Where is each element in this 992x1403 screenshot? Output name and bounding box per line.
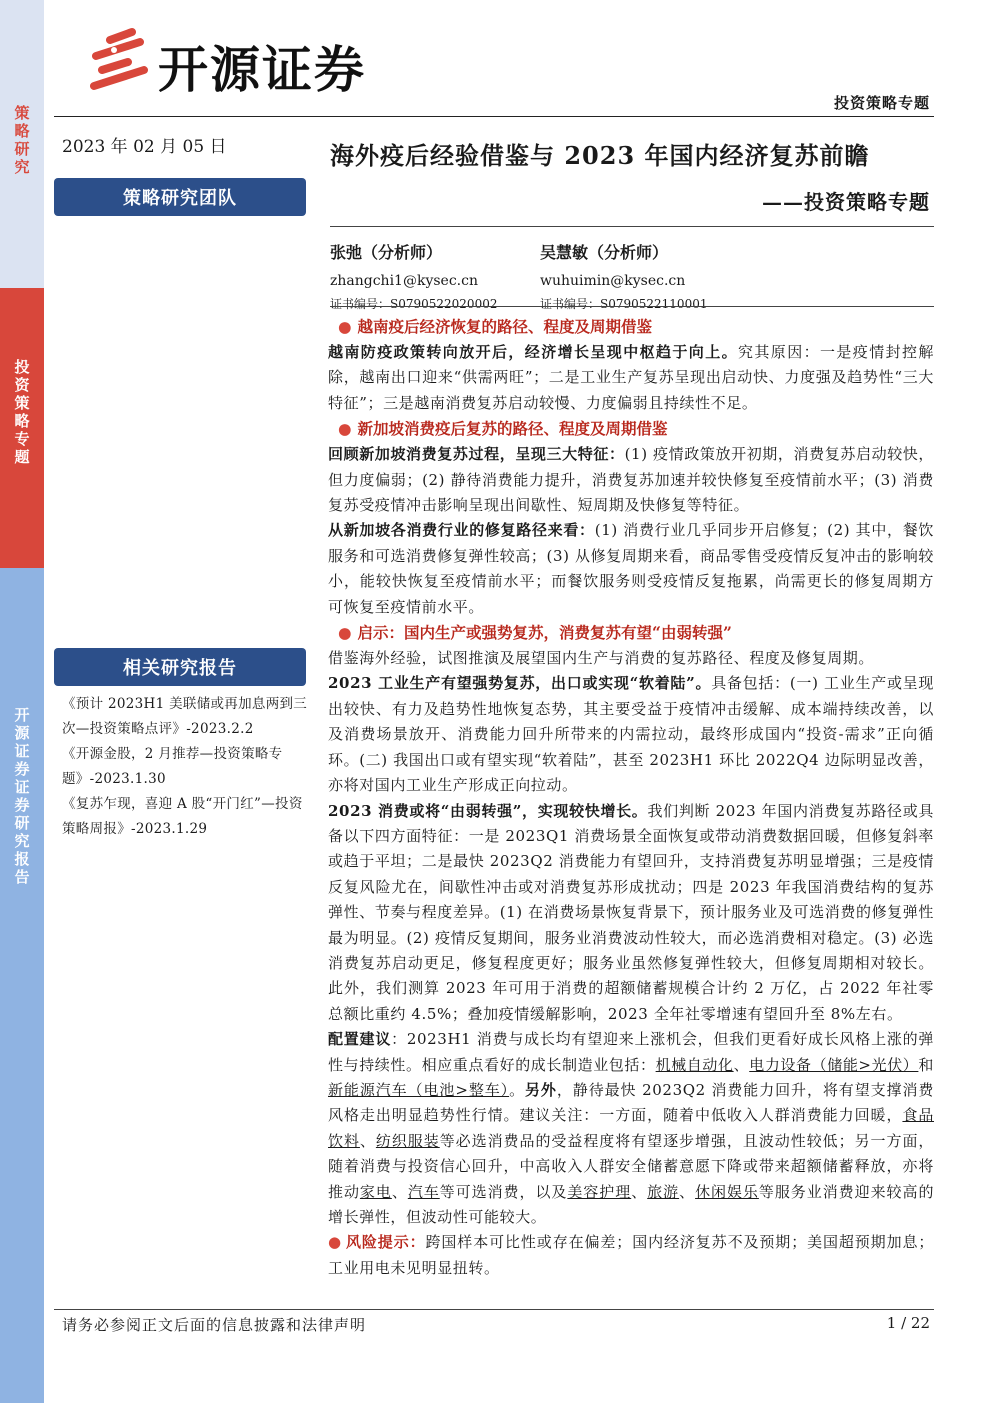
sidebar-bottom-label: 开源证券 证券研究报告	[14, 706, 30, 886]
bold-lead: 2023 工业生产有望强势复苏，出口或实现“软着陆”。	[328, 674, 712, 693]
sidebar-top-label: 策略研究	[14, 104, 30, 176]
report-summary	[328, 314, 934, 1281]
paragraph-text: 和	[918, 1055, 935, 1074]
red-dot-icon: ●	[328, 1233, 342, 1252]
bold-lead: 越南防疫政策转向放开后，经济增长呈现中枢趋于向上。	[328, 343, 738, 361]
body-paragraph	[328, 646, 934, 671]
highlighted-sector: 机械自动化	[655, 1055, 734, 1074]
highlighted-sector: 家电	[359, 1182, 392, 1201]
paragraph-text: (1) 消费行业几乎同步开启修复；(2) 其中，餐饮服务和可选消费修复弹性较高；(3) 从修复周期来看，商品零售受疫情反复冲击的影响较小，能较快恢复至疫情前水平；而餐饮服务则受疫情反复拖累，尚需更长的修复周期方可恢复至疫情前水平。	[328, 521, 935, 616]
paragraph-text: 、	[391, 1182, 408, 1201]
body-paragraph	[328, 1027, 934, 1230]
sidebar-middle	[0, 288, 44, 568]
paragraph-text: 、	[733, 1055, 750, 1074]
highlighted-sector: 食品饮料	[328, 1106, 934, 1150]
body-paragraph	[328, 518, 934, 620]
highlighted-sector: 美容护理	[567, 1182, 632, 1201]
paragraph-text: 等服务业消费迎来较高的增长弹性，但波动性可能较大。	[328, 1182, 935, 1226]
related-report-item[interactable]: 《复苏乍现，喜迎 A 股“开门红”—投资策略周报》-2023.1.29	[62, 796, 303, 837]
footer-disclaimer: 请务必参阅正文后面的信息披露和法律声明	[62, 1316, 367, 1334]
body-paragraph	[328, 340, 934, 416]
section-heading-text: 越南疫后经济恢复的路径、程度及周期借鉴	[357, 317, 653, 336]
section-heading	[328, 416, 934, 442]
paragraph-text: 、	[359, 1131, 376, 1150]
section-heading	[328, 620, 934, 646]
related-report-item[interactable]: 《开源金股，2 月推荐—投资策略专题》-2023.1.30	[62, 746, 283, 787]
red-dot-icon: ●	[338, 419, 352, 439]
section-heading-text: 启示：国内生产或强势复苏，消费复苏有望“由弱转强”	[357, 623, 732, 643]
team-label: 策略研究团队	[54, 178, 306, 216]
analyst-email[interactable]: wuhuimin@kysec.cn	[540, 273, 686, 289]
page-number: 1 / 22	[886, 1314, 930, 1332]
paragraph-text: 。	[509, 1080, 526, 1099]
highlighted-sector: 新能源汽车（电池>整车）	[328, 1080, 510, 1099]
analyst-card	[330, 240, 497, 312]
sidebar-mid-label: 投资策略专题	[14, 358, 30, 466]
related-reports-label: 相关研究报告	[54, 648, 306, 686]
kysec-logo-icon	[88, 26, 150, 92]
paragraph-text: 究其原因：一是疫情封控解除，越南出口迎来“供需两旺”；二是工业生产复苏呈现出启动快、力度强及趋势性“三大特征”；三是越南消费复苏启动较慢、力度偏弱且持续性不足。	[328, 343, 934, 412]
analyst-email[interactable]: zhangchi1@kysec.cn	[330, 273, 478, 289]
analyst-cert: 证书编号：S0790522110001	[540, 297, 708, 311]
paragraph-text: 借鉴海外经验，试图推演及展望国内生产与消费的复苏路径、程度及修复周期。	[328, 649, 875, 668]
footer-divider	[54, 1309, 934, 1310]
bold-lead: 另外	[525, 1080, 557, 1099]
related-report-item[interactable]: 《预计 2023H1 美联储或再加息两到三次—投资策略点评》-2023.2.2	[62, 696, 308, 737]
paragraph-text: (1) 疫情政策放开初期，消费复苏启动较快，但力度偏弱；(2) 静待消费能力提升，消费复苏加速并较快修复至疫情前水平；(3) 消费复苏受疫情冲击影响呈现出间歇性、短周期及快修复等特征。	[328, 445, 935, 515]
paragraph-text: 、	[631, 1182, 648, 1201]
risk-label: 风险提示：	[346, 1233, 426, 1252]
paragraph-text: ，静待最快 2023Q2 消费能力回升，将有望支撑消费风格走出明显趋势性行情。建议关注：一方面，随着中低收入人群消费能力回暖，	[328, 1080, 934, 1125]
sidebar-bottom	[0, 568, 44, 1403]
report-title: 海外疫后经验借鉴与 2023 年国内经济复苏前瞻	[330, 141, 870, 170]
body-paragraph	[328, 799, 934, 1028]
red-dot-icon: ●	[338, 317, 352, 336]
highlighted-sector: 休闲娱乐	[695, 1182, 759, 1201]
highlighted-sector: 旅游	[647, 1182, 680, 1201]
report-type-header: 投资策略专题	[833, 94, 930, 112]
logo-text: 开源证券	[158, 41, 366, 99]
paragraph-text: 具备包括：(一) 工业生产或呈现出较快、有力及趋势性地恢复态势，其主要受益于疫情冲击缓解、成本端持续改善，以及消费场景放开、消费能力回升所带来的内需拉动，最终形成国内“投资-需求”正向循环。(二) 我国出口或有望实现“软着陆”，甚至 2023H1 环比 2022Q4 边际明显改善，亦将对国内工业生产形成正向拉动。	[328, 674, 934, 795]
paragraph-text: 等可选消费，以及	[439, 1182, 568, 1201]
analyst-card	[540, 240, 707, 312]
analyst-name: 张弛（分析师）	[330, 243, 443, 262]
section-heading-text: 新加坡消费疫后复苏的路径、程度及周期借鉴	[357, 419, 668, 439]
paragraph-text: 、	[679, 1182, 696, 1201]
body-paragraph	[328, 671, 934, 798]
analyst-name: 吴慧敏（分析师）	[540, 243, 669, 262]
bold-lead: 从新加坡各消费行业的修复路径来看：	[328, 521, 595, 540]
related-reports-list	[62, 692, 312, 842]
report-date: 2023 年 02 月 05 日	[62, 137, 227, 157]
highlighted-sector: 汽车	[407, 1182, 440, 1201]
bold-lead: 回顾新加坡消费复苏过程，呈现三大特征：	[328, 445, 625, 464]
risk-note	[328, 1230, 934, 1281]
risk-text: 跨国样本可比性或存在偏差；国内经济复苏不及预期；美国超预期加息；工业用电未见明显扭转。	[328, 1233, 934, 1277]
paragraph-text: ：2023H1 消费与成长均有望迎来上涨机会，但我们更看好成长风格上涨的弹性与持续性。相应重点看好的成长制造业包括：	[328, 1030, 934, 1074]
header-divider	[54, 116, 934, 117]
red-dot-icon: ●	[338, 623, 352, 643]
analyst-divider	[330, 306, 934, 307]
report-subtitle: ——投资策略专题	[762, 190, 930, 214]
bold-lead: 2023 消费或将“由弱转强”，实现较快增长。	[328, 801, 648, 820]
bold-lead: 配置建议	[328, 1030, 392, 1049]
body-paragraph	[328, 442, 934, 518]
title-divider	[330, 226, 934, 227]
section-heading	[328, 314, 934, 340]
analyst-cert: 证书编号：S0790522020002	[330, 297, 498, 311]
paragraph-text: 等必选消费品的受益程度将有望逐步增强，且波动性较低；另一方面，随着消费与投资信心回升，中高收入人群安全储蓄意愿下降或带来超额储蓄释放，亦将推动	[328, 1131, 935, 1201]
paragraph-text: 我们判断 2023 年国内消费复苏路径或具备以下四方面特征：一是 2023Q1 消费场景全面恢复或带动消费数据回暖，但修复斜率或趋于平坦；二是最快 2023Q2 消费能力有望回升，支持消费复苏明显增强；三是疫情反复风险尤在，间歇性冲击或对消费复苏形成扰动；四是 2023 年我国消费结构的复苏弹性、节奏与程度差异。(1) 在消费场景恢复背景下，预计服务业及可选消费的修复弹性最为明显。(2) 疫情反复期间，服务业消费波动性较大，而必选消费相对稳定。(3) 必选消费复苏启动更足，修复程度更好；服务业虽然修复弹性较大，但修复周期相对较长。此外，我们测算 2023 年可用于消费的超额储蓄规模合计约 2 万亿，占 2022 年社零总额比重约 4.5%；叠加疫情缓解影响，2023 全年社零增速有望回升至 8%左右。	[328, 801, 935, 1023]
sidebar-top	[0, 0, 44, 288]
highlighted-sector: 纺织服装	[375, 1131, 440, 1150]
highlighted-sector: 电力设备（储能>光伏）	[749, 1055, 919, 1074]
